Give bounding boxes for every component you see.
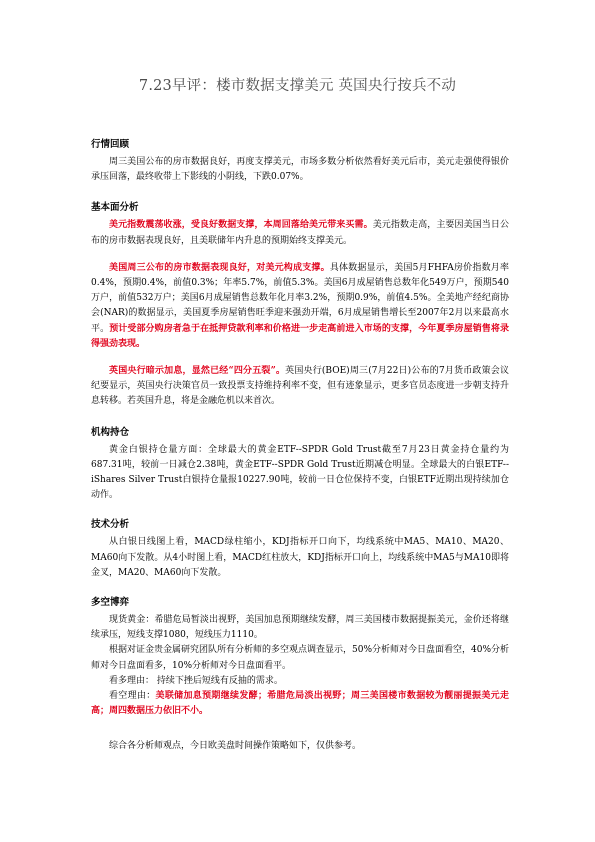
emphasis-text: 美元指数震荡收涨，受良好数据支撑，本周回落给美元带来买需。 (109, 220, 373, 231)
paragraph: 从白银日线图上看，MACD绿柱缩小，KDJ指标开口向下，均线系统中MA5、MA10、MA20、MA60向下发散。从4小时图上看，MACD红柱放大，KDJ指标开口向上，均线系统中MA5与MA10即将金叉，MA20、MA60向下发散。 (91, 537, 509, 578)
paragraph: 现货黄金：希腊危局暂淡出视野，美国加息预期继续发酵，周三美国楼市数据提振美元，金价还将继续承压，短线支撑1080，短线压力1110。 (91, 615, 509, 641)
section-heading: 技术分析 (91, 519, 130, 531)
emphasis-text: 英国央行暗示加息，显然已经“四分五裂”。 (109, 366, 286, 377)
closing-paragraph: 综合各分析师观点，今日欧美盘时间操作策略如下，仅供参考。 (109, 741, 362, 752)
paragraph: 周三美国公布的房市数据良好，再度支撑美元，市场多数分析依然看好美元后市，美元走强使得银价承压回落，最终收带上下影线的小阴线，下跌0.07%。 (91, 157, 509, 183)
page-title: 7.23早评：楼市数据支撑美元 英国央行按兵不动 (138, 78, 457, 94)
section-heading: 机构持仓 (91, 426, 130, 438)
paragraph: 黄金白银持仓量方面：全球最大的黄金ETF--SPDR Gold Trust截至7月23日黄金持仓量约为687.31吨，较前一日减仓2.38吨，黄金ETF--SPDR Gold Trust近期减仓明显。全球最大的白银ETF--iShares Silver Trust白银持仓量报10227.90吨，较前一日仓位保持不变，白银ETF近期出现持续加仓动作。 (91, 444, 509, 501)
section-etf-holdings (91, 426, 509, 504)
emphasis-text: 美国周三公布的房市数据表现良好，对美元构成支撑。 (109, 262, 330, 273)
paragraph (91, 261, 509, 352)
emphasis-text: 预计受部分购房者急于在抵押贷款利率和价格进一步走高前进入市场的支撑，今年夏季房屋销售将录得强劲表现。 (91, 323, 509, 349)
section-technical (91, 518, 509, 581)
body-text: 具体数据显示，美国5月FHFA房价指数月率0.4%，预期0.4%，前值0.3%；年率5.7%，前值5.3%。美国6月成屋销售总数年化549万户，预期540万户，前值532万户；美国6月成屋销售总数年化月率3.2%，预期0.9%，前值4.5%。全美地产经纪商协会(NAR)的数据显示，美国夏季房屋销售旺季迎来强劲开端，6月成屋销售增长至2007年2月以来最高水平。 (91, 262, 509, 334)
emphasis-text: 美联储加息预期继续发酵；希腊危局淡出视野；周三美国楼市数据较为靓丽提振美元走高；周四数据压力依旧不小。 (91, 691, 509, 717)
section-heading: 基本面分析 (91, 202, 139, 214)
body-text: 美元指数走高，主要因美国当日公布的房市数据表现良好，且美联储年内升息的预期始终支撑美元。 (91, 220, 509, 246)
paragraph (91, 689, 509, 719)
paragraph: 看多理由： 持续下挫后短线有反抽的需求。 (109, 675, 283, 686)
paragraph: 根据对证金贵金属研究团队所有分析师的多空观点调查显示，50%分析师对今日盘面看空，40%分析师对今日盘面看多，10%分析师对今日盘面看平。 (91, 645, 510, 671)
section-heading: 行情回顾 (91, 139, 130, 150)
section-market-review (91, 138, 509, 185)
section-heading: 多空博弈 (91, 597, 130, 609)
article-body (91, 138, 509, 755)
section-long-short (91, 596, 509, 719)
body-text: 看空理由： (109, 691, 156, 702)
paragraph (91, 218, 509, 248)
paragraph (91, 364, 509, 410)
body-text: 英国央行(BOE)周三(7月22日)公布的7月货币政策会议纪要显示，英国央行决策官员一致投票支持维持利率不变，但有迹象显示，更多官员态度进一步朝支持升息转移。若英国升息，将是金融危机以来首次。 (91, 366, 510, 407)
section-fundamentals (91, 201, 509, 409)
